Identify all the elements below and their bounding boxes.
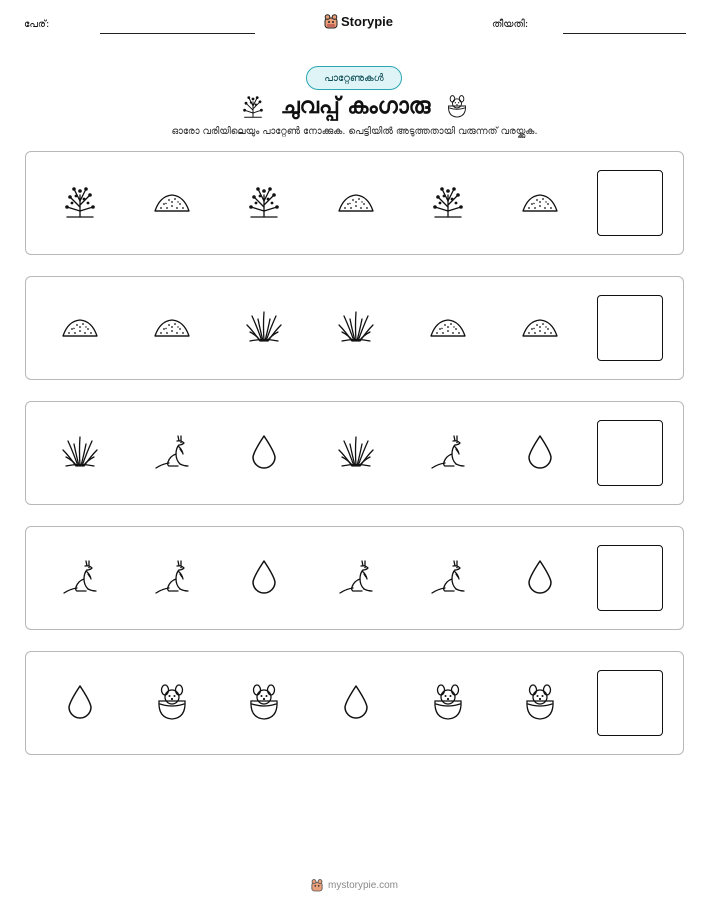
brand-name: Storypie [341, 13, 394, 29]
sand-mound-icon [148, 178, 196, 226]
answer-box[interactable] [597, 670, 663, 736]
bush-icon [239, 92, 267, 120]
kangaroo-icon [424, 428, 472, 476]
answer-box[interactable] [597, 295, 663, 361]
water-drop-icon [516, 428, 564, 476]
sand-mound-icon [516, 303, 564, 351]
name-line[interactable] [100, 33, 255, 34]
water-drop-icon [240, 428, 288, 476]
water-drop-icon [332, 678, 380, 726]
storypie-mascot-icon [311, 878, 323, 892]
water-drop-icon [516, 553, 564, 601]
grass-icon [56, 428, 104, 476]
instruction-text: ഓരോ വരിയിലെയും പാറ്റേൺ നോക്കുക. പെട്ടിയിൽ അടുത്തതായി വരുന്നത് വരയ്ക്കുക. [171, 126, 538, 137]
kangaroo-pouch-icon [424, 678, 472, 726]
answer-box[interactable] [597, 545, 663, 611]
bush-icon [240, 178, 288, 226]
water-drop-icon [56, 678, 104, 726]
kangaroo-icon [148, 428, 196, 476]
bush-icon [424, 178, 472, 226]
kangaroo-icon [148, 553, 196, 601]
sand-mound-icon [148, 303, 196, 351]
kangaroo-icon [424, 553, 472, 601]
sand-mound-icon [332, 178, 380, 226]
pattern-row-5 [25, 651, 684, 755]
brand-logo [324, 13, 393, 29]
pattern-row-1 [25, 151, 684, 255]
kangaroo-pouch-icon [516, 678, 564, 726]
name-label: പേര്: [24, 19, 50, 30]
grass-icon [332, 428, 380, 476]
kangaroo-pouch-icon [148, 678, 196, 726]
kangaroo-icon [332, 553, 380, 601]
answer-box[interactable] [597, 170, 663, 236]
storypie-mascot-icon [324, 13, 338, 29]
sand-mound-icon [424, 303, 472, 351]
sand-mound-icon [56, 303, 104, 351]
kangaroo-icon [56, 553, 104, 601]
date-label: തീയതി: [492, 19, 529, 30]
grass-icon [332, 303, 380, 351]
page-title: ചുവപ്പ് കംഗാരു [280, 93, 431, 119]
pattern-row-2 [25, 276, 684, 380]
answer-box[interactable] [597, 420, 663, 486]
pattern-row-4 [25, 526, 684, 630]
footer [0, 878, 709, 892]
date-line[interactable] [563, 33, 686, 34]
grass-icon [240, 303, 288, 351]
kangaroo-pouch-icon [444, 93, 470, 119]
footer-url[interactable]: mystorypie.com [327, 879, 398, 891]
kangaroo-pouch-icon [240, 678, 288, 726]
title-row [0, 88, 709, 124]
pattern-row-3 [25, 401, 684, 505]
water-drop-icon [240, 553, 288, 601]
bush-icon [56, 178, 104, 226]
sand-mound-icon [516, 178, 564, 226]
category-badge: പാറ്റേണുകൾ [306, 66, 402, 90]
